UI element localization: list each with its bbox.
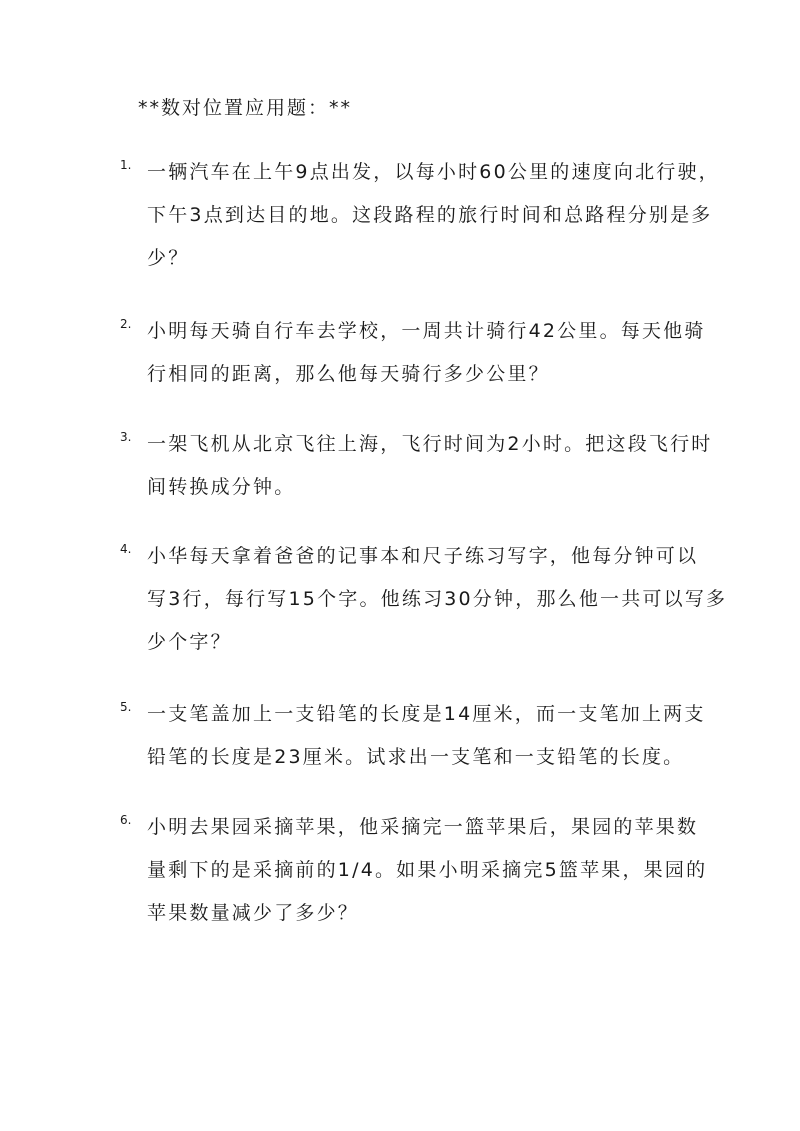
problem-text <box>147 423 713 509</box>
problem-line: 小明每天骑自行车去学校，一周共计骑行42公里。每天他骑 <box>147 320 706 342</box>
problem-line: 行相同的距离，那么他每天骑行多少公里？ <box>147 363 550 385</box>
problem-number: 5. <box>120 700 132 714</box>
problem-line: 一辆汽车在上午9点出发，以每小时60公里的速度向北行驶， <box>147 161 720 183</box>
problem-text <box>147 535 728 664</box>
problem-line: 一架飞机从北京飞往上海，飞行时间为2小时。把这段飞行时 <box>147 433 713 455</box>
problem-line: 少？ <box>147 247 190 269</box>
problem-number: 4. <box>120 542 132 556</box>
problem-line: 下午3点到达目的地。这段路程的旅行时间和总路程分别是多 <box>147 204 713 226</box>
problem-text <box>147 693 707 779</box>
problem-number: 6. <box>120 813 132 827</box>
problem-line: 小明去果园采摘苹果，他采摘完一篮苹果后，果园的苹果数 <box>147 816 699 838</box>
page-title: **数对位置应用题：** <box>138 97 353 119</box>
problem-line: 一支笔盖加上一支铅笔的长度是14厘米，而一支笔加上两支 <box>147 703 706 725</box>
problem-text <box>147 151 720 280</box>
problem-line: 小华每天拿着爸爸的记事本和尺子练习写字，他每分钟可以 <box>147 545 699 567</box>
problem-line: 间转换成分钟。 <box>147 476 296 498</box>
problem-number: 1. <box>120 158 132 172</box>
problem-line: 铅笔的长度是23厘米。试求出一支笔和一支铅笔的长度。 <box>147 746 685 768</box>
problem-number: 2. <box>120 317 132 331</box>
problem-text <box>147 310 707 396</box>
problem-number: 3. <box>120 430 132 444</box>
problem-line: 少个字？ <box>147 631 232 653</box>
problem-line: 写3行，每行写15个字。他练习30分钟，那么他一共可以写多 <box>147 588 728 610</box>
problem-line: 苹果数量减少了多少？ <box>147 902 360 924</box>
problem-text <box>147 806 707 935</box>
problem-line: 量剩下的是采摘前的1/4。如果小明采摘完5篮苹果，果园的 <box>147 859 708 881</box>
